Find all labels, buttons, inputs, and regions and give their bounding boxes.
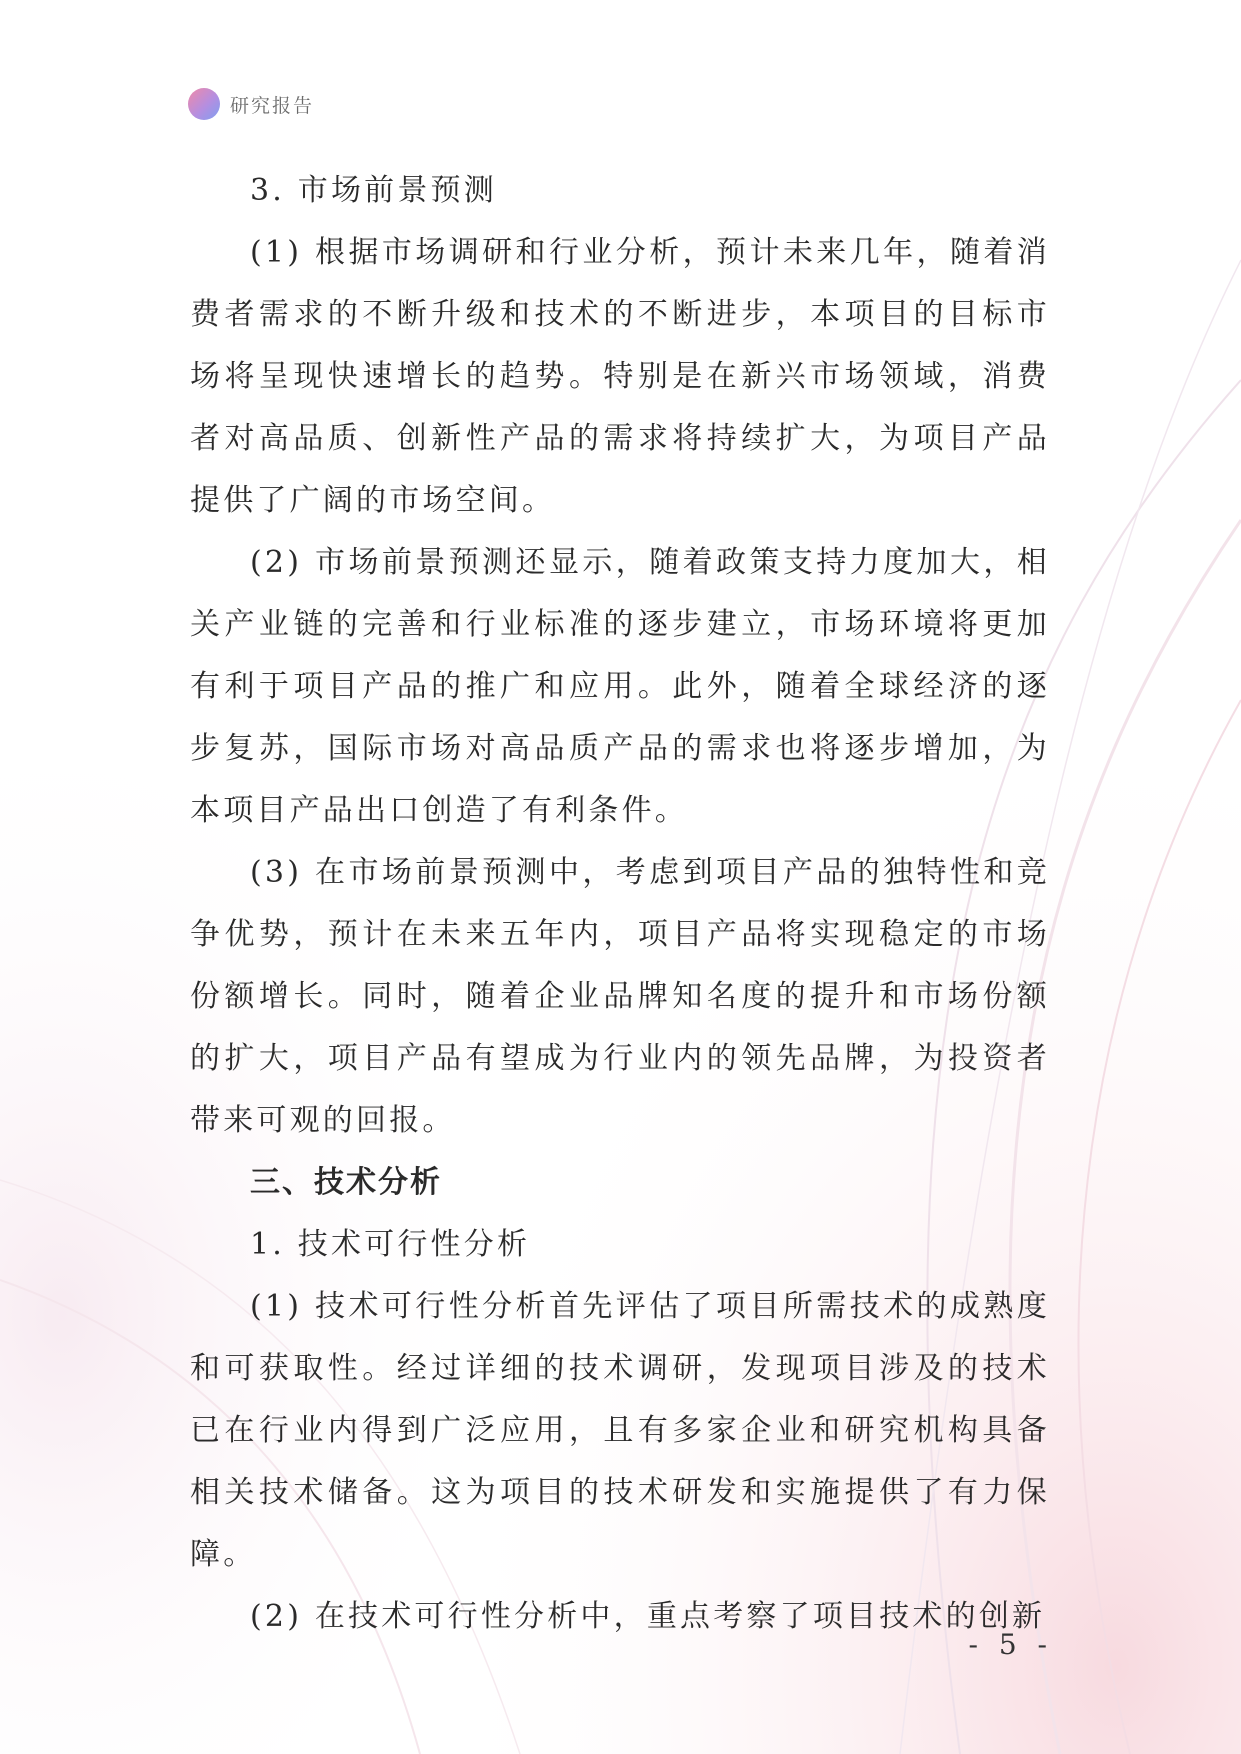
logo-circle-icon xyxy=(188,88,220,120)
document-body xyxy=(190,160,1050,1648)
section-heading: 3. 市场前景预测 xyxy=(250,173,497,208)
paragraph: (2) 市场前景预测还显示，随着政策支持力度加大，相关产业链的完善和行业标准的逐步建立，市场环境将更加有利于项目产品的推广和应用。此外，随着全球经济的逐步复苏，国际市场对高品质产品的需求也将逐步增加，为本项目产品出口创造了有利条件。 xyxy=(190,545,1050,828)
page-number: - 5 - xyxy=(968,1628,1053,1661)
header-label: 研究报告 xyxy=(230,94,315,117)
paragraph: (2) 在技术可行性分析中，重点考察了项目技术的创新 xyxy=(250,1599,1046,1634)
chapter-heading: 三、技术分析 xyxy=(250,1165,442,1200)
paragraph: (1) 根据市场调研和行业分析，预计未来几年，随着消费者需求的不断升级和技术的不断进步，本项目的目标市场将呈现快速增长的趋势。特别是在新兴市场领域，消费者对高品质、创新性产品的需求将持续扩大，为项目产品提供了广阔的市场空间。 xyxy=(190,235,1050,518)
section-heading: 1. 技术可行性分析 xyxy=(250,1227,531,1262)
page-header xyxy=(188,88,314,120)
paragraph: (1) 技术可行性分析首先评估了项目所需技术的成熟度和可获取性。经过详细的技术调研，发现项目涉及的技术已在行业内得到广泛应用，且有多家企业和研究机构具备相关技术储备。这为项目的技术研发和实施提供了有力保障。 xyxy=(190,1289,1050,1572)
paragraph: (3) 在市场前景预测中，考虑到项目产品的独特性和竞争优势，预计在未来五年内，项目产品将实现稳定的市场份额增长。同时，随着企业品牌知名度的提升和市场份额的扩大，项目产品有望成为行业内的领先品牌，为投资者带来可观的回报。 xyxy=(190,855,1050,1138)
